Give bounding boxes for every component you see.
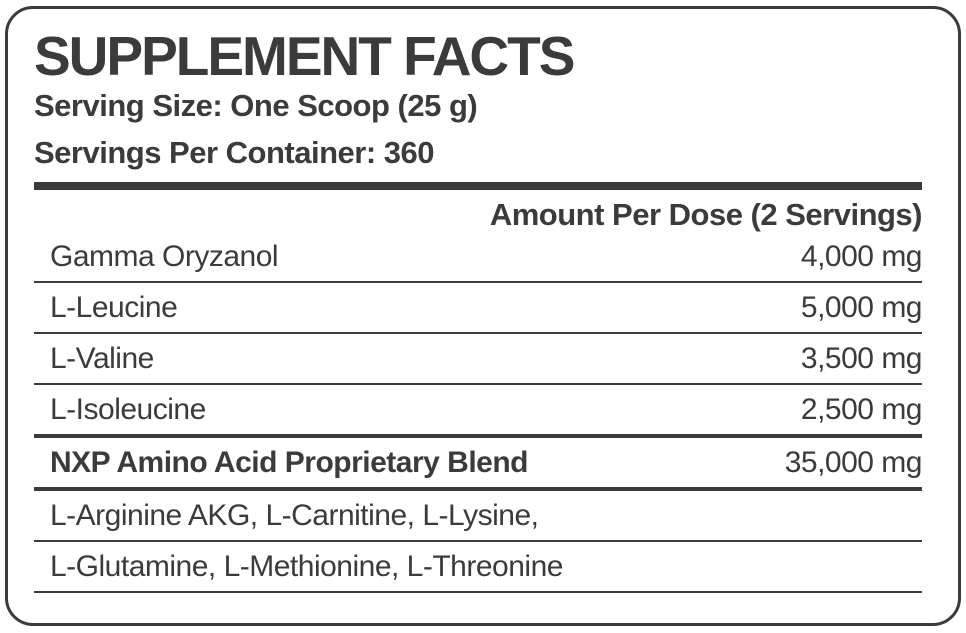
ingredient-amount: 3,500 mg	[800, 341, 922, 375]
section-divider-bar	[34, 182, 922, 190]
ingredient-name: L-Leucine	[50, 290, 178, 324]
table-row	[34, 283, 922, 334]
table-row	[34, 334, 922, 385]
table-row	[34, 491, 922, 542]
table-row	[34, 542, 922, 593]
supplement-facts-panel	[5, 6, 961, 626]
ingredient-amount: 2,500 mg	[800, 392, 922, 426]
ingredient-name: Gamma Oryzanol	[50, 239, 279, 273]
table-row	[34, 385, 922, 438]
ingredient-name: NXP Amino Acid Proprietary Blend	[50, 445, 528, 479]
ingredient-amount: 5,000 mg	[800, 290, 922, 324]
panel-title: SUPPLEMENT FACTS	[34, 25, 574, 87]
table-row	[34, 438, 922, 491]
ingredient-name: L-Arginine AKG, L-Carnitine, L-Lysine,	[50, 498, 539, 532]
ingredient-amount: 35,000 mg	[784, 445, 922, 479]
ingredient-amount: 4,000 mg	[800, 239, 922, 273]
servings-per-container-line: Servings Per Container: 360	[34, 135, 434, 170]
table-row	[34, 232, 922, 283]
amount-per-dose-header: Amount Per Dose (2 Servings)	[489, 197, 922, 232]
ingredient-name: L-Glutamine, L-Methionine, L-Threonine	[50, 549, 563, 583]
ingredient-name: L-Isoleucine	[50, 392, 206, 426]
serving-size-line: Serving Size: One Scoop (25 g)	[34, 88, 478, 123]
ingredient-name: L-Valine	[50, 341, 154, 375]
ingredient-table	[34, 232, 922, 593]
